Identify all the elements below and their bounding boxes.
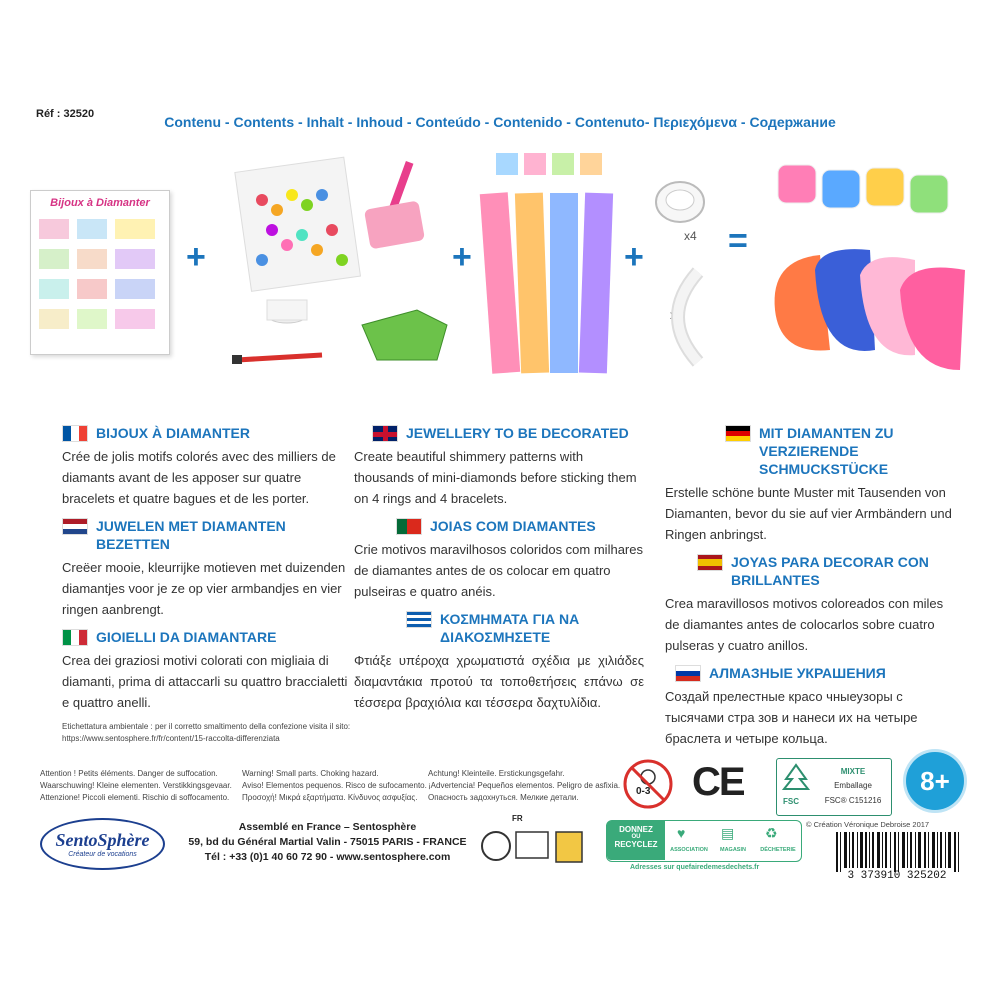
address-line-1: Assemblé en France – Sentosphère [238,821,417,833]
donnez-option-association: ASSOCIATION [670,847,708,853]
lang-block-en [354,424,644,509]
greece-flag-icon [406,611,432,628]
warning-nl: Waarschuwing! Kleine elementen. Verstikkingsgevaar. [40,781,232,790]
donnez-recyclez: RECYCLEZ [614,840,658,849]
it-title: GIOIELLI DA DIAMANTARE [96,629,277,645]
en-title: JEWELLERY TO BE DECORATED [406,425,629,441]
lang-block-gr [354,610,644,713]
fsc-mixte: MIXTE [840,767,866,776]
diamond-tray [362,310,447,360]
diamond-bags-and-tools [232,150,452,375]
gr-text: Φτιάξε υπέροχα χρωματιστά σχέδια με χιλιάδες διαμαντάκια προτού τα τοποθετήσεις επάνω σε τέσσερα βραχιόλια και τέσσερα δαχτυλίδια. [354,653,644,710]
lang-block-de [665,424,955,545]
address-line-2: 59, bd du Général Martial Valin - 75015 PARIS - FRANCE [188,836,467,848]
warning-es: ¡Advertencia! Pequeños elementos. Peligro de asfixia. [428,781,621,790]
warning-ru: Опасность задохнуться. Мелкие детали. [428,793,579,802]
lang-block-nl [62,517,352,620]
brush [232,355,322,364]
equals-sign: = [728,222,748,260]
warnings-col-2 [242,768,427,804]
donnez-option-decheterie: DÉCHETERIE [760,847,796,853]
booklet-steps-graphic [31,209,169,349]
booklet-title: Bijoux à Diamanter [50,197,150,209]
donnez-ou: OU [631,834,641,840]
warnings-col-3 [428,768,623,804]
contents-title: Contenu - Contents - Inhalt - Inhoud - Conteúdo - Contenido - Contenuto- Περιεχόμενα - Содержание [164,114,836,130]
pt-text: Crie motivos maravilhosos coloridos com milhares de diamantes antes de os colocar em quatro pulseiras e quatro anéis. [354,542,643,599]
fsc-badge [776,758,892,816]
nl-title: JUWELEN MET DIAMANTEN BEZETTEN [96,518,286,552]
es-text: Crea maravillosos motivos coloreados con miles de diamantes antes de colocarlos sobre cuatro pulseras y cuatro anillos. [665,596,944,653]
rings-quantity: x4 [684,229,697,243]
reference-number: Réf : 32520 [36,108,95,120]
finished-jewellery [760,150,980,400]
bracelets-quantity: x4 [670,308,683,322]
warning-fr: Attention ! Petits éléments. Danger de suffocation. [40,769,218,778]
lang-block-es [665,553,955,656]
warning-it: Attenzione! Piccoli elementi. Rischio di soffocamento. [40,793,230,802]
ru-title: АЛМАЗНЫЕ УКРАШЕНИЯ [709,665,886,681]
instruction-booklet [30,190,170,355]
fsc-label: FSC [783,797,799,806]
shop-icon: ▤ [721,825,735,841]
triman-recycling-icon [478,820,596,868]
glue-pot [267,300,307,323]
italy-flag-icon [62,629,88,646]
netherlands-flag-icon [62,518,88,535]
age-badge: 8+ [906,752,964,810]
lang-block-pt [354,517,644,602]
warning-en: Warning! Small parts. Choking hazard. [242,769,379,778]
donnez-title: DONNEZ [619,825,653,834]
russia-flag-icon [675,665,701,682]
gr-title: ΚΟΣΜΗΜΑΤΑ ΓΙΑ ΝΑ ΔΙΑΚΟΣΜΗΣΕΤΕ [440,611,580,645]
de-title: MIT DIAMANTEN ZU VERZIERENDE SCHMUCKSTÜCKE [759,425,894,477]
fr-title: BIJOUX À DIAMANTER [96,425,251,441]
brand-tagline: Créateur de vocations [68,851,137,858]
donnez-option-magasin: MAGASIN [720,847,746,853]
fsc-code: FSC® C151216 [824,796,882,805]
address-line-3: Tél : +33 (0)1 40 60 72 90 - www.sentosphere.com [204,851,451,863]
pattern-stickers [478,148,618,380]
portugal-flag-icon [396,518,422,535]
barcode-number: 3 373910 325202 [847,870,947,882]
creation-credit: © Création Véronique Debroise 2017 [806,820,930,829]
es-title: JOYAS PARA DECORAR CON BRILLANTES [731,554,929,588]
sentosphere-logo [40,818,165,870]
donnez-url: Adresses sur quefairedemesdechets.fr [630,864,760,871]
france-flag-icon [62,425,88,442]
pt-title: JOIAS COM DIAMANTES [430,518,596,534]
en-text: Create beautiful shimmery patterns with thousands of mini-diamonds before sticking them on 4 rings and 4 bracelets. [354,449,637,506]
ru-text: Создай прелестные красо чныеузоры с тысячами стра зов и нанеси их на четыре браслета и четыре кольца. [665,689,918,746]
rings [650,172,710,232]
bracelets [648,262,728,372]
brand-name: SentoSphère [55,830,150,850]
column-2 [354,424,644,721]
recycle-icon: ♻ [765,825,778,841]
company-address [180,820,475,865]
donnez-label [607,821,665,860]
it-text: Crea dei graziosi motivi colorati con migliaia di diamanti, prima di attaccarli su quattro braccialetti e quattro anelli. [62,653,348,710]
column-3 [665,424,955,757]
lang-block-fr [62,424,352,509]
column-1 [62,424,352,745]
diamond-bags [235,157,361,291]
germany-flag-icon [725,425,751,442]
fsc-tree-icon [782,763,810,795]
plus-sign-1: + [186,238,206,276]
warnings-col-1 [40,768,235,804]
fr-text: Crée de jolis motifs colorés avec des milliers de diamants avant de les apposer sur quatre bracelets et quatre bagues et de les porter. [62,449,336,506]
nl-text: Creëer mooie, kleurrijke motieven met duizenden diamantjes voor je ze op vier armbandjes en vier ringen aanbrengt. [62,560,346,617]
triman-fr: FR [512,814,523,823]
age-warning-label: 0-3 [636,786,651,797]
spain-flag-icon [697,554,723,571]
de-text: Erstelle schöne bunte Muster mit Tausenden von Diamanten, bevor du sie auf vier Armbändern und Ringen anbringst. [665,485,952,542]
warning-de: Achtung! Kleinteile. Erstickungsgefahr. [428,769,565,778]
lang-block-it [62,628,352,713]
warning-gr: Προσοχή! Μικρά εξαρτήματα. Κίνδυνος ασφυξίας. [242,793,418,802]
recycling-note: Etichettatura ambientale : per il corretto smaltimento della confezione visita il sito: https://www.sentosphere.fr/fr/content/15-raccolta-differenziata [62,722,351,743]
warning-pt: Aviso! Elementos pequenos. Risco de sufocamento. [242,781,427,790]
donnez-recyclez-badge [606,820,802,862]
wax-pad [364,200,425,249]
fsc-emballage: Emballage [834,781,872,790]
age-warning-icon [622,758,674,810]
hands-icon: ♥ [677,825,686,841]
ce-mark: CE [692,760,744,804]
lang-block-ru [665,664,955,749]
uk-flag-icon [372,425,398,442]
plus-sign-3: + [624,238,644,276]
plus-sign-2: + [452,238,472,276]
